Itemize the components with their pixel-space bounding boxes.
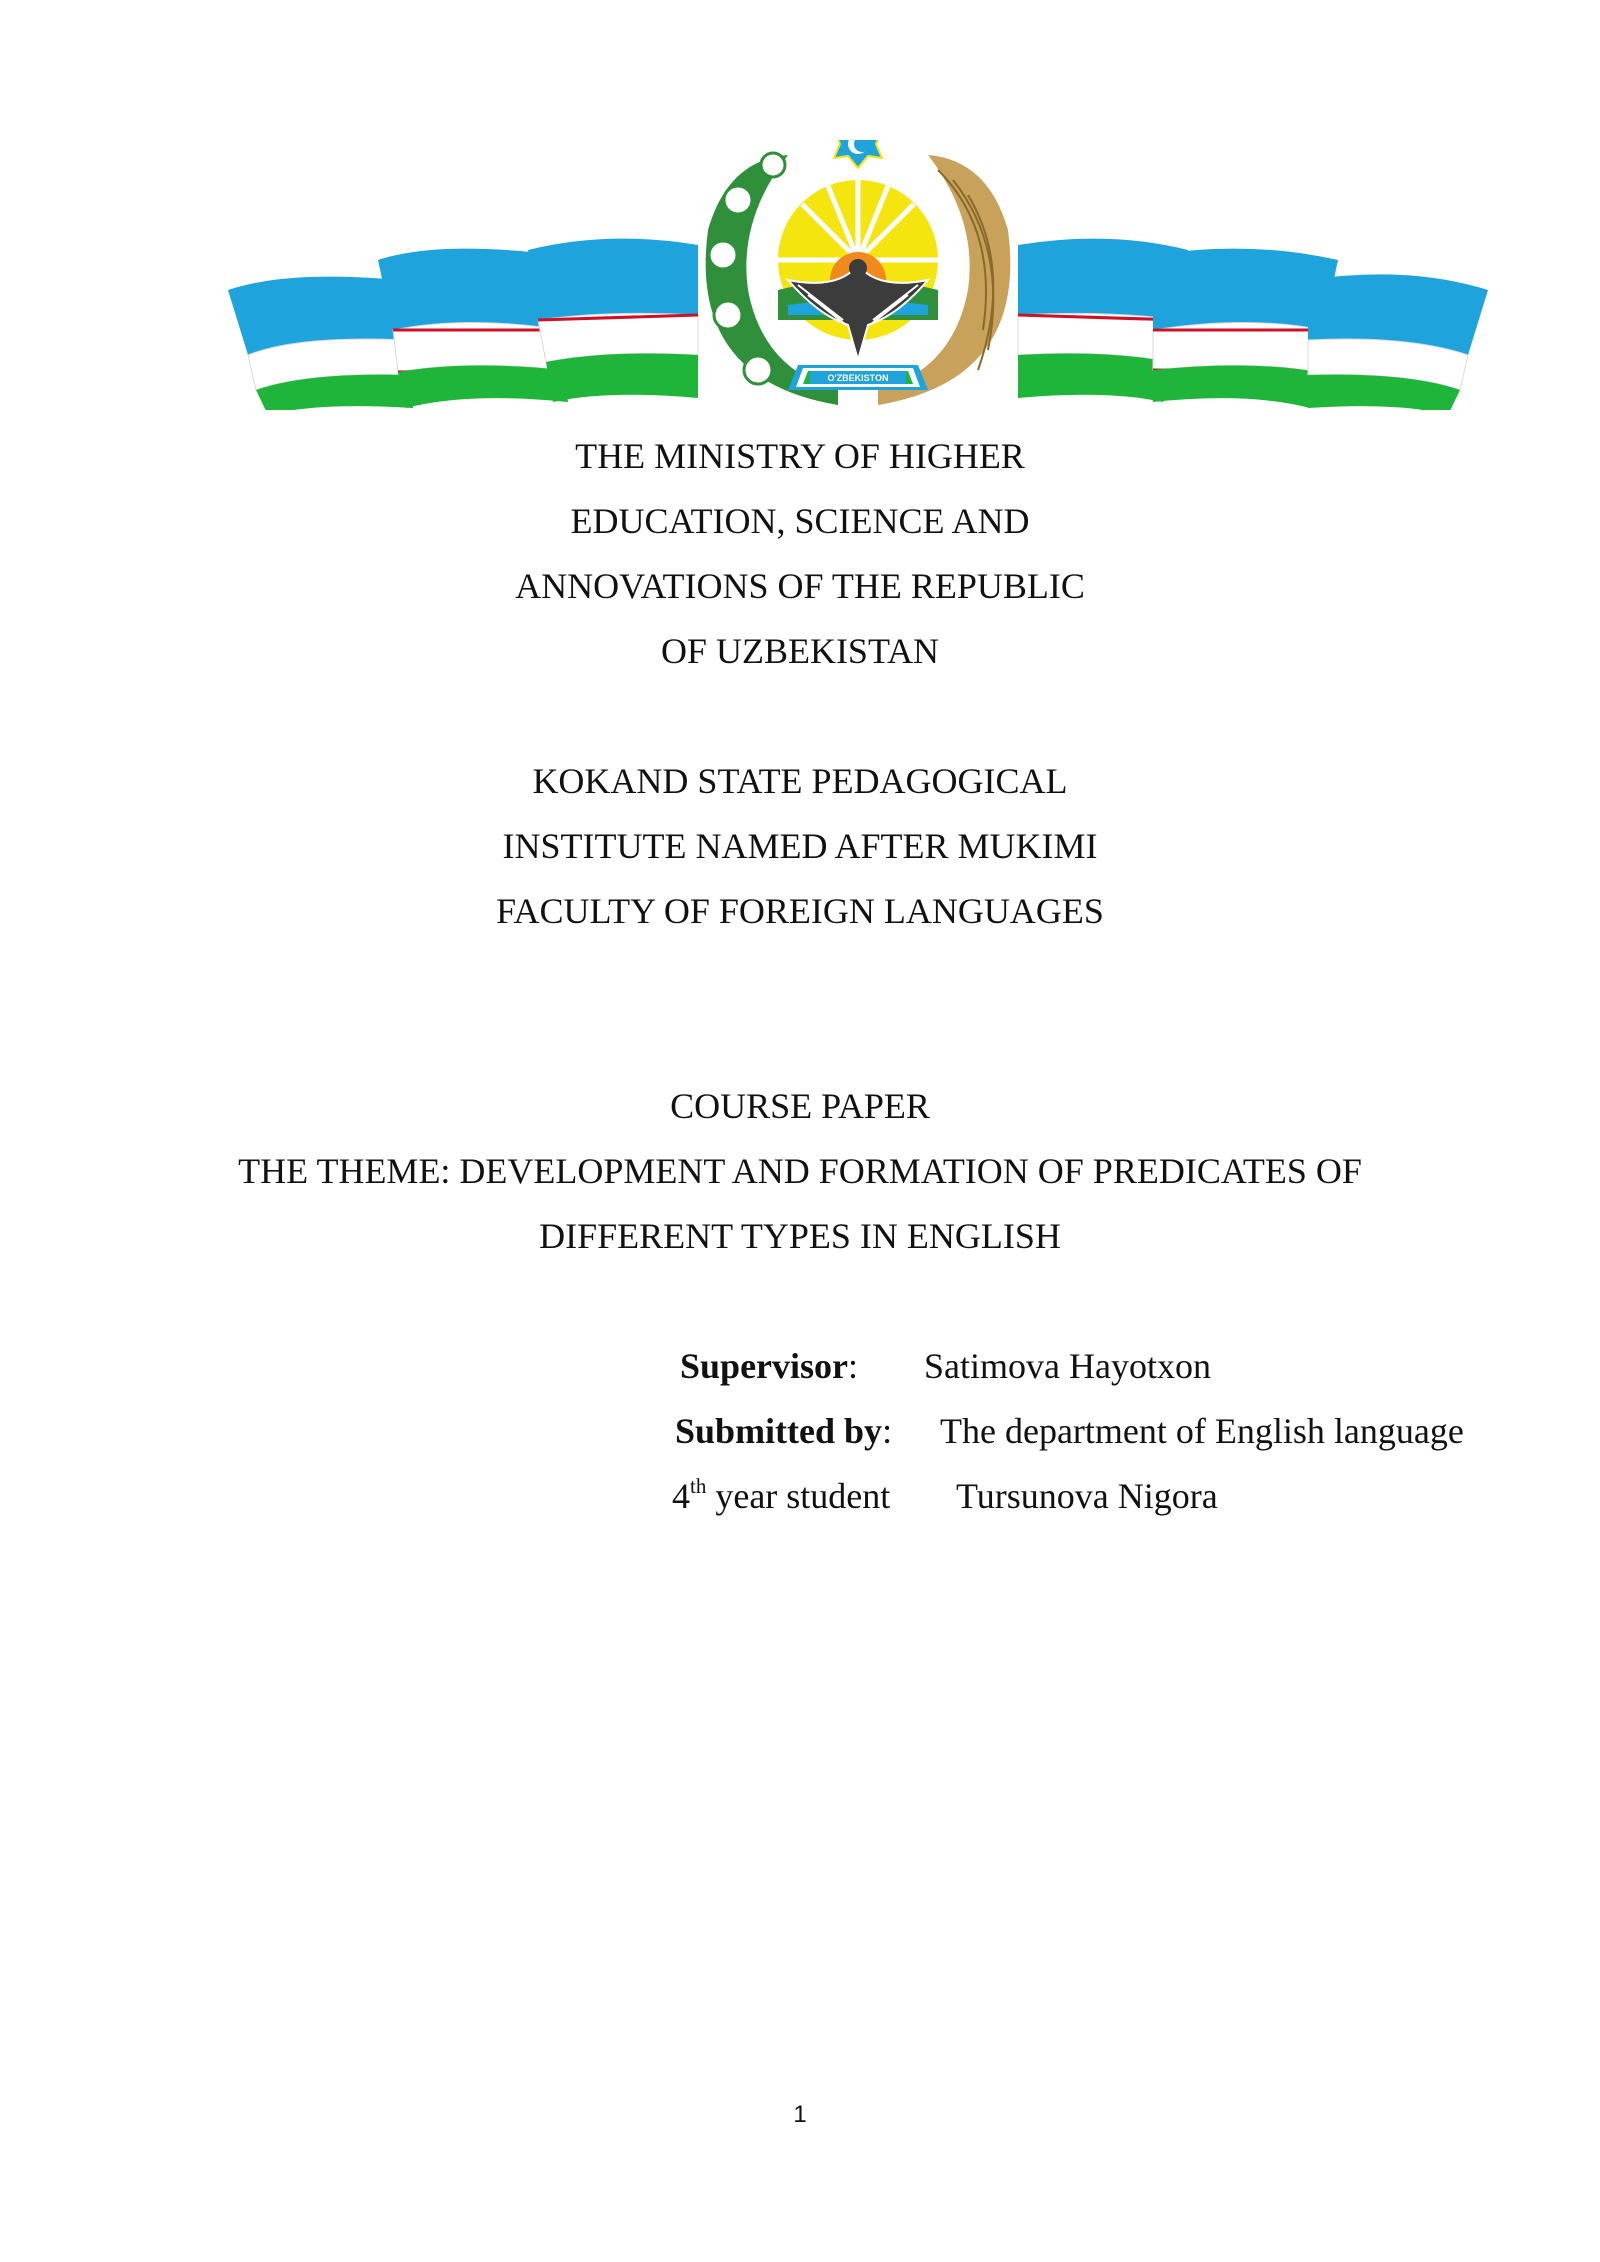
submitted-by-label-row [675,1399,892,1464]
course-paper-title: COURSE PAPER [670,1086,930,1126]
submitted-by-value: The department of English language [940,1411,1464,1451]
ministry-line-2: EDUCATION, SCIENCE AND [570,501,1030,541]
page-number: 1 [793,2101,807,2128]
ministry-line-3: ANNOVATIONS OF THE REPUBLIC [515,566,1085,606]
ministry-line-1: THE MINISTRY OF HIGHER [575,436,1025,476]
year-number: 4 [672,1476,690,1516]
supervisor-label-row [680,1334,858,1399]
institute-heading [0,749,1600,944]
supervisor-label: Supervisor [680,1346,849,1386]
theme-line-2: DIFFERENT TYPES IN ENGLISH [539,1216,1061,1256]
institute-line-1: KOKAND STATE PEDAGOGICAL [532,761,1068,801]
state-emblem-banner [228,140,1488,410]
ministry-heading [0,424,1600,684]
theme-line-1: THE THEME: DEVELOPMENT AND FORMATION OF PREDICATES OF [238,1151,1362,1191]
student-year-label [672,1464,890,1529]
flag-ribbon-right [1018,239,1488,410]
institute-line-3: FACULTY OF FOREIGN LANGUAGES [496,891,1104,931]
flag-ribbon-left [228,239,698,410]
emblem-ribbon-label: O'ZBEKISTON [827,373,889,383]
submitted-by-colon: : [882,1411,893,1451]
year-ordinal-suffix: th [690,1474,707,1498]
supervisor-name: Satimova Hayotxon [924,1346,1211,1386]
institute-line-2: INSTITUTE NAMED AFTER MUKIMI [502,826,1098,866]
coat-of-arms [706,140,1011,405]
course-paper-title-block [0,1074,1600,1269]
student-name: Tursunova Nigora [956,1476,1218,1516]
submitted-by-label: Submitted by [675,1411,883,1451]
ministry-line-4: OF UZBEKISTAN [660,631,940,671]
year-rest: year student [706,1476,891,1516]
supervisor-colon: : [848,1346,859,1386]
